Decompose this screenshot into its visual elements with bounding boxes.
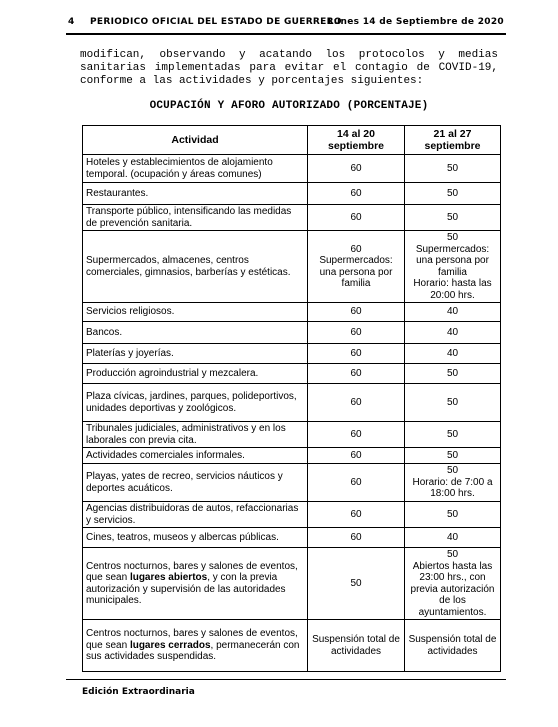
week-1-capacity-cell: 60	[308, 464, 405, 502]
week-2-capacity-cell: 50	[405, 502, 501, 528]
emphasis-text: lugares cerrados	[129, 639, 211, 651]
activity-cell: Centros nocturnos, bares y salones de eventos, que sean lugares abiertos, y con la previa autorización y supervisión de las autoridades municipales.	[83, 548, 308, 620]
column-header-week-2: 21 al 27 septiembre	[405, 126, 501, 155]
table-title: OCUPACIÓN Y AFORO AUTORIZADO (PORCENTAJE)	[149, 100, 429, 112]
table-row	[83, 448, 501, 464]
week-2-capacity-cell: 40	[405, 528, 501, 548]
activity-cell: Bancos.	[83, 322, 308, 344]
activity-cell: Servicios religiosos.	[83, 303, 308, 322]
activity-cell: Actividades comerciales informales.	[83, 448, 308, 464]
table-row	[83, 303, 501, 322]
publication-title: PERIODICO OFICIAL DEL ESTADO DE GUERRERO	[90, 17, 342, 27]
week-1-capacity-cell: 60	[308, 205, 405, 231]
week-1-capacity-cell: 60	[308, 322, 405, 344]
column-header-activity: Actividad	[83, 126, 308, 155]
activity-cell: Tribunales judiciales, administrativos y en los laborales con previa cita.	[83, 422, 308, 448]
intro-paragraph	[80, 49, 498, 88]
week-2-capacity-cell: 50 Supermercados: una persona por familia Horario: hasta las 20:00 hrs.	[405, 231, 501, 303]
activity-cell: Agencias distribuidoras de autos, refaccionarias y servicios.	[83, 502, 308, 528]
week-1-capacity-cell: 60	[308, 183, 405, 205]
week-2-capacity-cell: 50	[405, 364, 501, 384]
week-1-capacity-cell: 50	[308, 548, 405, 620]
table-body	[83, 155, 501, 672]
activity-cell: Plaza cívicas, jardines, parques, polideportivos, unidades deportivas y zoológicos.	[83, 384, 308, 422]
week-1-capacity-cell: 60	[308, 303, 405, 322]
week-1-capacity-cell: 60	[308, 364, 405, 384]
activity-cell: Centros nocturnos, bares y salones de eventos, que sean lugares cerrados, permanecerán con sus actividades suspendidas.	[83, 620, 308, 672]
activity-cell: Restaurantes.	[83, 183, 308, 205]
table-row	[83, 364, 501, 384]
table-row	[83, 620, 501, 672]
table-row	[83, 322, 501, 344]
intro-line: modifican, observando y acatando los protocolos y medias	[80, 49, 498, 61]
week-1-capacity-cell: 60	[308, 448, 405, 464]
page-number: 4	[68, 17, 75, 27]
table-row	[83, 464, 501, 502]
week-1-capacity-cell: 60	[308, 422, 405, 448]
week-1-capacity-cell: 60	[308, 344, 405, 364]
activity-cell: Cines, teatros, museos y albercas públicas.	[83, 528, 308, 548]
table-row	[83, 548, 501, 620]
week-2-capacity-cell: 50	[405, 155, 501, 183]
table-row	[83, 422, 501, 448]
week-2-capacity-cell: 50	[405, 205, 501, 231]
page-header	[68, 17, 504, 33]
week-2-capacity-cell: 40	[405, 303, 501, 322]
table-row	[83, 231, 501, 303]
table-row	[83, 344, 501, 364]
week-2-capacity-cell: 50	[405, 384, 501, 422]
week-2-capacity-cell: 40	[405, 344, 501, 364]
table-row	[83, 183, 501, 205]
week-1-capacity-cell: 60	[308, 502, 405, 528]
footer-rule	[66, 679, 506, 680]
week-2-capacity-cell: 40	[405, 322, 501, 344]
activity-cell: Transporte público, intensificando las medidas de prevención sanitaria.	[83, 205, 308, 231]
table-row	[83, 155, 501, 183]
emphasis-text: lugares abiertos	[129, 572, 208, 583]
activity-cell: Supermercados, almacenes, centros comerciales, gimnasios, barberías y estéticas.	[83, 231, 308, 303]
intro-line: conforme a las actividades y porcentajes siguientes:	[80, 75, 424, 87]
week-2-capacity-cell: Suspensión total de actividades	[405, 620, 501, 672]
page-footer: Edición Extraordinaria	[82, 687, 195, 697]
week-2-capacity-cell: 50	[405, 183, 501, 205]
week-2-capacity-cell: 50	[405, 422, 501, 448]
table-row	[83, 205, 501, 231]
week-1-capacity-cell: 60	[308, 528, 405, 548]
activity-cell: Platerías y joyerías.	[83, 344, 308, 364]
week-1-capacity-cell: 60	[308, 384, 405, 422]
table-row	[83, 528, 501, 548]
week-2-capacity-cell: 50 Horario: de 7:00 a 18:00 hrs.	[405, 464, 501, 502]
week-2-capacity-cell: 50 Abiertos hasta las 23:00 hrs., con previa autorización de los ayuntamientos.	[405, 548, 501, 620]
week-1-capacity-cell: 60	[308, 155, 405, 183]
activity-cell: Producción agroindustrial y mezcalera.	[83, 364, 308, 384]
activity-cell: Hoteles y establecimientos de alojamiento temporal. (ocupación y áreas comunes)	[83, 155, 308, 183]
week-2-capacity-cell: 50	[405, 448, 501, 464]
activity-cell: Playas, yates de recreo, servicios náuticos y deportes acuáticos.	[83, 464, 308, 502]
header-rule	[66, 33, 506, 35]
column-header-week-1: 14 al 20 septiembre	[308, 126, 405, 155]
week-1-capacity-cell: 60 Supermercados: una persona por familia	[308, 231, 405, 303]
publication-date: Lunes 14 de Septiembre de 2020	[327, 17, 504, 27]
capacity-table	[82, 125, 501, 672]
intro-line: sanitarias implementadas para evitar el contagio de COVID-19,	[80, 62, 498, 74]
table-row	[83, 384, 501, 422]
table-row	[83, 502, 501, 528]
week-1-capacity-cell: Suspensión total de actividades	[308, 620, 405, 672]
